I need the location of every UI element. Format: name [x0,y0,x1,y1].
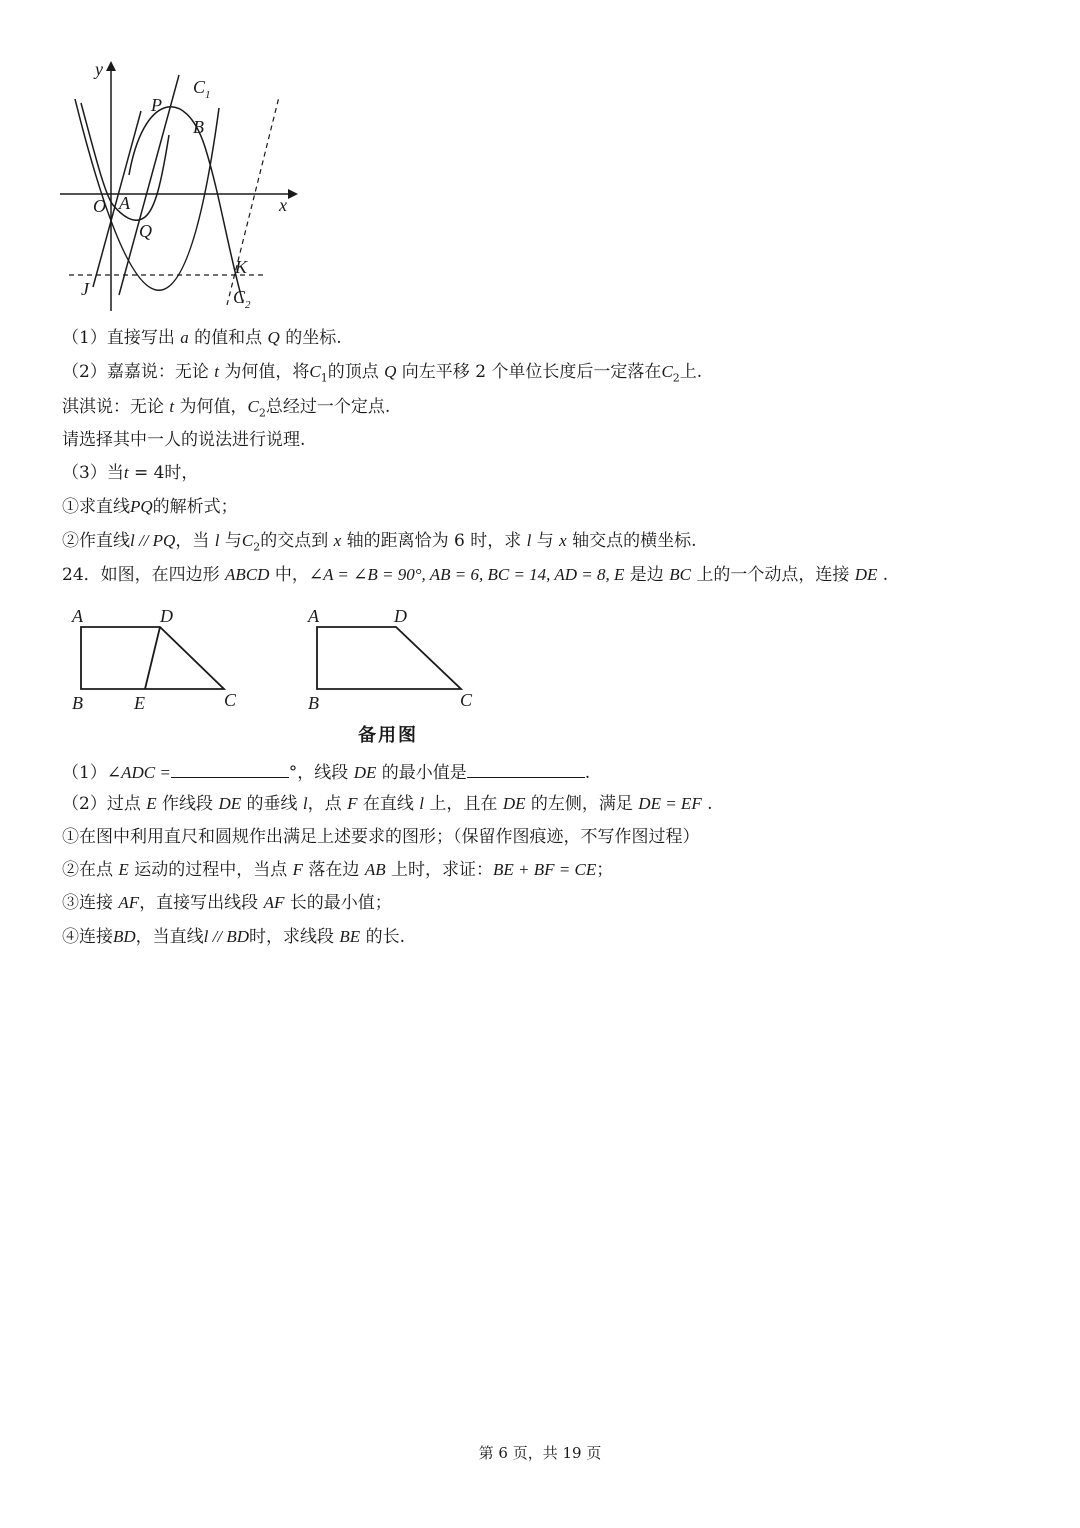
q24-part2: （2）过点 E 作线段 DE 的垂线 l，点 F 在直线 l 上，且在 DE 的左侧，满足 DE = EF . [62,794,713,814]
parabola-c2-right [129,107,243,303]
line-pq [119,75,179,295]
label-e: E [134,693,145,713]
q24-part2-2: ②在点 E 运动的过程中，当点 F 落在边 AB 上时，求证：BE + BF = CE； [62,860,614,880]
quadrilateral-figure [66,600,256,720]
page-footer: 第 6 页，共 19 页 [478,1444,602,1462]
q23-part3: （3）当t = 4时， [62,463,199,483]
label-a: A [72,606,83,626]
backup-figure-caption: 备用图 [358,725,418,746]
x-axis-arrow [288,189,298,199]
q23-part2: （2）嘉嘉说：无论 t 为何值，将$C_1$的顶点 Q 向左平移 2 个单位长度后一定落在$C_2$上. [62,362,703,385]
label-p: P [151,95,162,115]
answer-blank-1[interactable] [171,759,289,778]
y-axis-arrow [106,61,116,71]
label-b: B [308,693,319,713]
label-a: A [308,606,319,626]
label-j: J [81,279,89,299]
quadrilateral-svg [66,600,256,720]
answer-blank-2[interactable] [467,759,585,778]
label-c2: $C_2$ [233,287,251,311]
label-c: C [460,690,473,710]
q23-part3-1: ①求直线PQ的解析式； [62,497,238,517]
q23-qiqi: 淇淇说：无论 t 为何值，$C_2$总经过一个定点. [62,397,391,420]
label-y: y [95,59,103,79]
q23-part1: （1）直接写出 a 的值和点 Q 的坐标. [62,328,342,348]
q24-part1: （1）∠ADC = °，线段 DE 的最小值是 . [62,759,590,785]
label-c1: $C_1$ [193,77,211,101]
label-b: B [193,117,204,137]
q24-part2-3: ③连接 AF，直接写出线段 AF 长的最小值； [62,893,392,913]
label-d: D [394,606,407,626]
backup-figure [304,600,494,720]
segment-de [145,627,160,689]
q23-choose: 请选择其中一人的说法进行说理. [62,430,306,450]
label-q: Q [139,221,152,241]
parabola-figure [55,55,305,320]
quadrilateral-abcd-backup [317,627,461,689]
q24-part2-1: ①在图中利用直尺和圆规作出满足上述要求的图形；（保留作图痕迹，不写作图过程） [62,827,700,847]
q24-stem: 24．如图，在四边形 ABCD 中，∠A = ∠B = 90°, AB = 6, BC = 14, AD = 8, E 是边 BC 上的一个动点，连接 DE . [62,565,889,585]
label-k: K [235,257,248,277]
label-b: B [72,693,83,713]
q23-part3-2: ②作直线l // PQ，当 l 与$C_2$的交点到 x 轴的距离恰为 6 时，求 l 与 x 轴交点的横坐标. [62,531,697,554]
parabola-svg [55,55,305,320]
label-o: O [93,196,106,216]
label-x: x [279,195,287,215]
label-c: C [224,690,237,710]
backup-svg [304,600,494,720]
q24-part2-4: ④连接BD，当直线l // BD时，求线段 BE 的长. [62,927,406,947]
label-a: A [119,193,130,213]
label-d: D [160,606,173,626]
